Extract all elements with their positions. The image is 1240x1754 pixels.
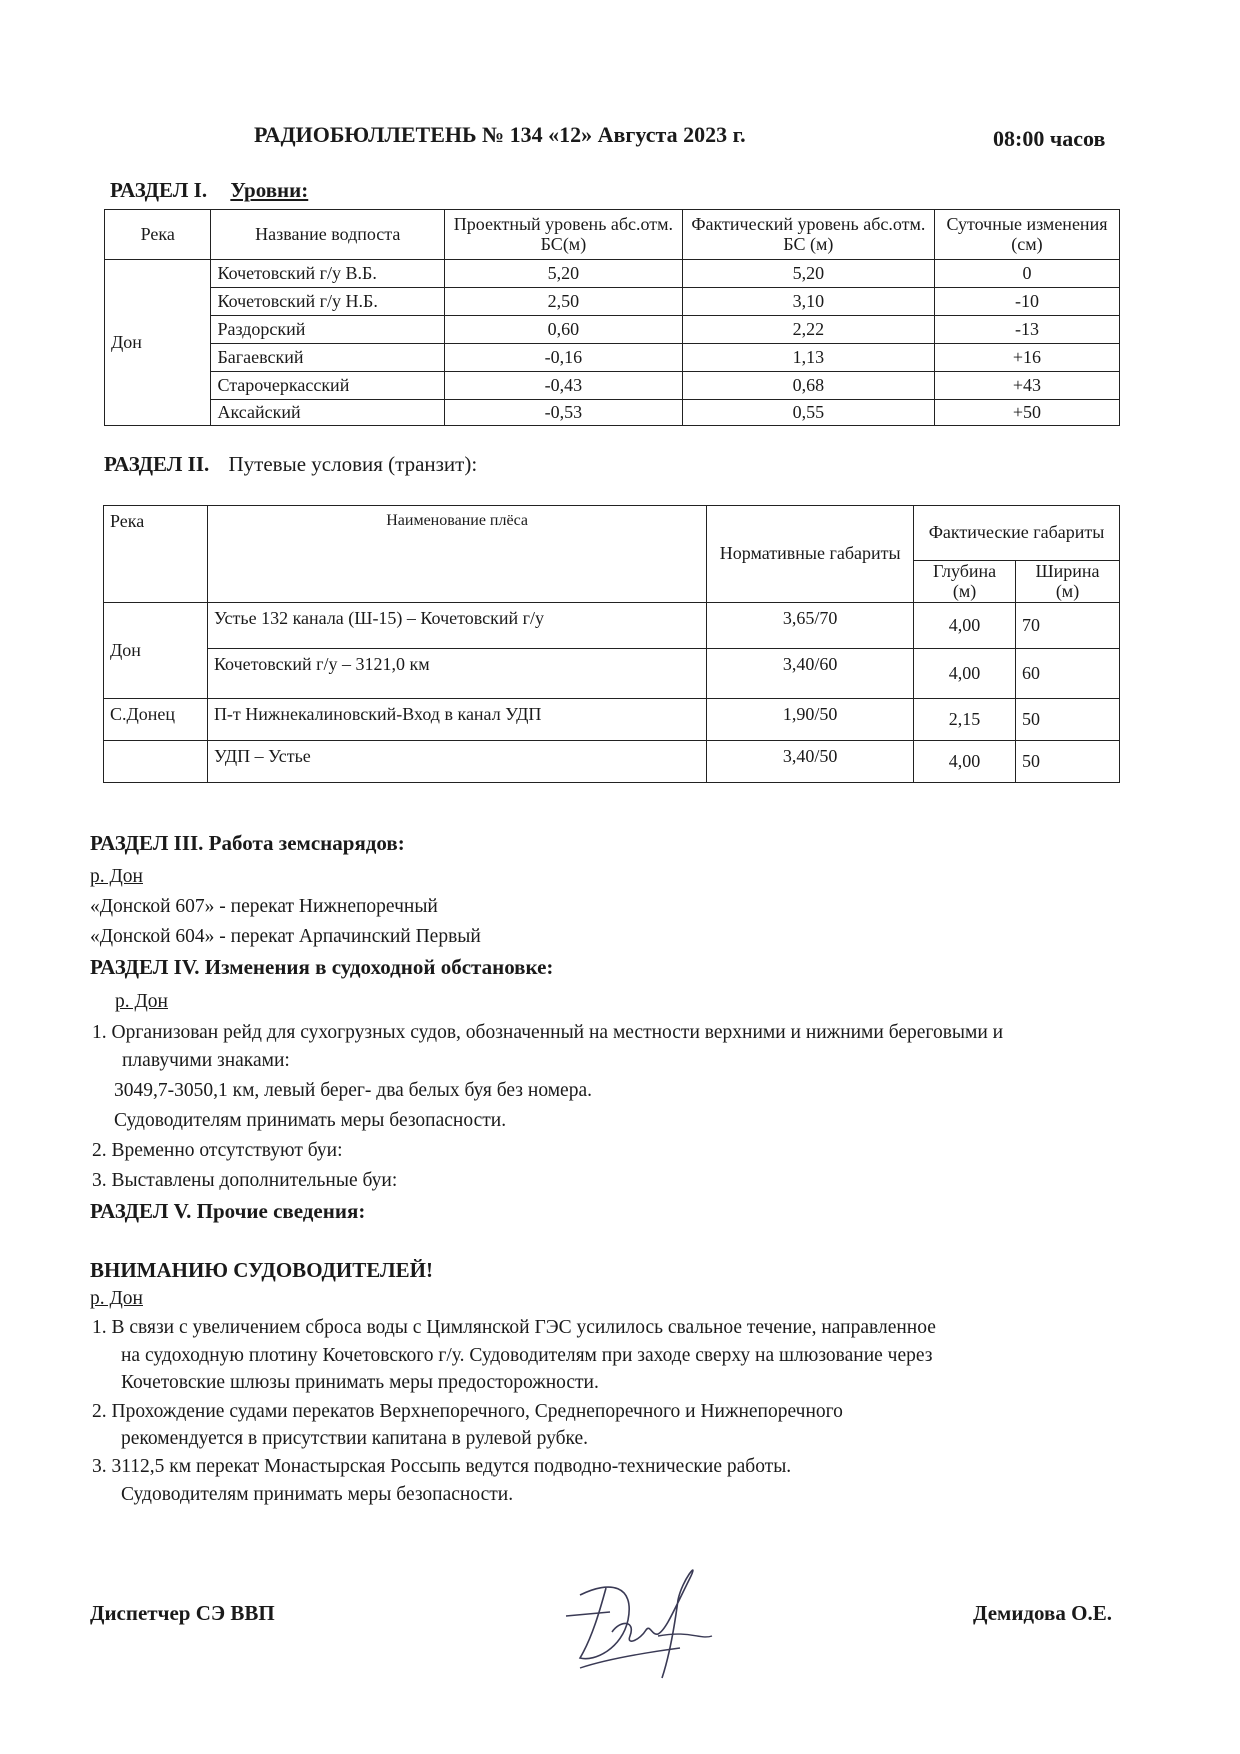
section1-heading-num: РАЗДЕЛ I. [110,178,208,202]
transit-normative: 3,40/50 [707,741,914,783]
transit-col-normative: Нормативные габариты [707,506,914,603]
levels-design: -0,53 [445,400,683,426]
transit-depth: 4,00 [914,649,1016,699]
transit-col-reach: Наименование плёса [207,506,706,603]
transit-depth: 4,00 [914,741,1016,783]
table-row [104,603,1120,649]
levels-design: 5,20 [445,260,683,288]
levels-change: -10 [934,288,1119,316]
levels-col-design: Проектный уровень абс.отм. БС(м) [445,210,683,260]
section1-heading-title: Уровни: [230,178,309,202]
transit-col-depth: Глубина (м) [914,561,1016,603]
transit-river-cell: С.Донец [104,699,208,741]
section5-heading [90,1199,365,1224]
section4-item1-line: Судоводителям принимать меры безопасности. [114,1110,507,1131]
transit-width: 60 [1016,649,1120,699]
section4-heading [90,955,553,980]
levels-actual: 3,10 [682,288,934,316]
section3-heading [90,831,405,856]
attention-river: р. Дон [90,1288,143,1309]
levels-post: Кочетовский г/у В.Б. [211,260,445,288]
levels-change: +16 [934,344,1119,372]
levels-change: 0 [934,260,1119,288]
section3-heading-text: РАЗДЕЛ III. Работа земснарядов: [90,831,405,855]
levels-post: Раздорский [211,316,445,344]
section2-heading [104,452,477,477]
table-row [104,649,1120,699]
transit-river-cell-empty [104,741,208,783]
bulletin-title: РАДИОБЮЛЛЕТЕНЬ № 134 «12» Августа 2023 г. [254,122,746,147]
attention-item1-line: Кочетовские шлюзы принимать меры предосторожности. [121,1372,599,1393]
transit-depth: 2,15 [914,699,1016,741]
attention-item3-line: 3. 3112,5 км перекат Монастырская Россыпь ведутся подводно-технические работы. [92,1456,792,1477]
transit-header-row [104,506,1120,561]
attention-item2-line: 2. Прохождение судами перекатов Верхнепоречного, Среднепоречного и Нижнепоречного [92,1401,843,1422]
table-row [104,741,1120,783]
transit-col-width: Ширина (м) [1016,561,1120,603]
levels-post: Аксайский [211,400,445,426]
section3-river: р. Дон [90,866,143,887]
levels-change: -13 [934,316,1119,344]
table-row [105,400,1120,426]
transit-reach: Кочетовский г/у – 3121,0 км [207,649,706,699]
levels-change: +50 [934,400,1119,426]
table-row [105,260,1120,288]
levels-river-cell: Дон [105,260,211,426]
section2-heading-title: Путевые условия (транзит): [228,452,478,476]
section4-river: р. Дон [115,991,168,1012]
levels-header-row [105,210,1120,260]
levels-col-actual: Фактический уровень абс.отм. БС (м) [682,210,934,260]
transit-river-cell: Дон [104,603,208,699]
levels-design: 2,50 [445,288,683,316]
levels-table [104,209,1120,426]
section5-heading-text: РАЗДЕЛ V. Прочие сведения: [90,1199,366,1223]
section4-item1-line: плавучими знаками: [122,1050,290,1071]
section1-heading [110,178,308,203]
dispatcher-position: Диспетчер СЭ ВВП [90,1601,275,1625]
section4-item1-line: 3049,7-3050,1 км, левый берег- два белых буя без номера. [114,1080,592,1101]
attention-item1-line: на судоходную плотину Кочетовского г/у. Судоводителям при заходе сверху на шлюзование через [121,1345,933,1366]
levels-actual: 0,68 [682,372,934,400]
section4-heading-text: РАЗДЕЛ IV. Изменения в судоходной обстановке: [90,955,554,979]
levels-actual: 2,22 [682,316,934,344]
levels-actual: 5,20 [682,260,934,288]
attention-item2-line: рекомендуется в присутствии капитана в рулевой рубке. [121,1428,589,1449]
levels-design: 0,60 [445,316,683,344]
transit-normative: 3,65/70 [707,603,914,649]
transit-normative: 3,40/60 [707,649,914,699]
attention-heading-text: ВНИМАНИЮ СУДОВОДИТЕЛЕЙ! [90,1258,433,1282]
section3-line: «Донской 604» - перекат Арпачинский Первый [90,926,481,947]
transit-reach: Устье 132 канала (Ш-15) – Кочетовский г/у [207,603,706,649]
table-row [104,699,1120,741]
levels-post: Кочетовский г/у Н.Б. [211,288,445,316]
table-row [105,316,1120,344]
bulletin-time: 08:00 часов [993,126,1106,151]
table-row [105,344,1120,372]
transit-reach: УДП – Устье [207,741,706,783]
levels-col-post: Название водпоста [211,210,445,260]
levels-post: Старочеркасский [211,372,445,400]
levels-actual: 0,55 [682,400,934,426]
levels-col-river: Река [105,210,211,260]
transit-col-actual: Фактические габариты [914,506,1120,561]
attention-heading [90,1258,433,1283]
section2-heading-num: РАЗДЕЛ II. [104,452,210,476]
levels-col-change: Суточные изменения (см) [934,210,1119,260]
transit-col-river: Река [104,506,208,603]
dispatcher-name: Демидова О.Е. [973,1601,1112,1625]
signature-icon [540,1540,760,1700]
section4-item1-line: 1. Организован рейд для сухогрузных судов, обозначенный на местности верхними и нижними береговыми и [92,1022,1004,1043]
levels-design: -0,43 [445,372,683,400]
levels-design: -0,16 [445,344,683,372]
levels-actual: 1,13 [682,344,934,372]
transit-width: 50 [1016,699,1120,741]
transit-table [103,505,1120,783]
transit-normative: 1,90/50 [707,699,914,741]
section4-item3: 3. Выставлены дополнительные буи: [92,1170,398,1191]
transit-depth: 4,00 [914,603,1016,649]
section4-item2: 2. Временно отсутствуют буи: [92,1140,343,1161]
table-row [105,288,1120,316]
transit-width: 50 [1016,741,1120,783]
attention-item3-line: Судоводителям принимать меры безопасности. [121,1484,514,1505]
levels-post: Багаевский [211,344,445,372]
levels-change: +43 [934,372,1119,400]
table-row [105,372,1120,400]
transit-reach: П-т Нижнекалиновский-Вход в канал УДП [207,699,706,741]
attention-item1-line: 1. В связи с увеличением сброса воды с Цимлянской ГЭС усилилось свальное течение, направленное [92,1317,936,1338]
transit-width: 70 [1016,603,1120,649]
section3-line: «Донской 607» - перекат Нижнепоречный [90,896,438,917]
